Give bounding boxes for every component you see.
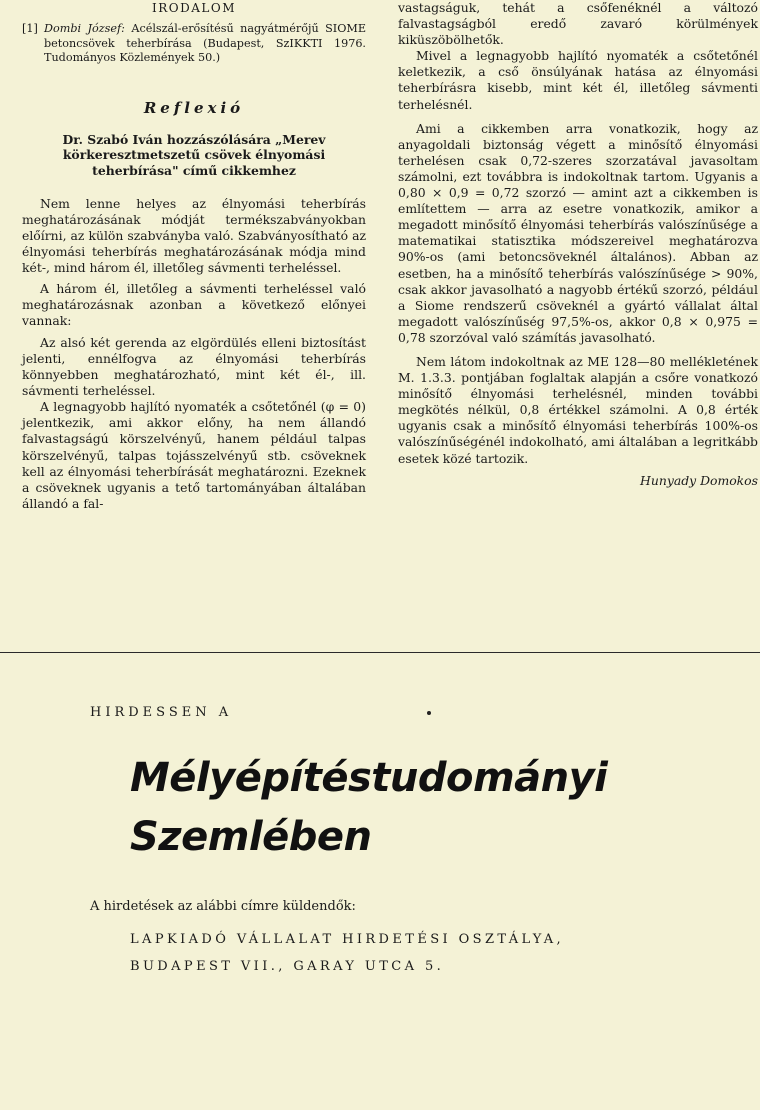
section-title: Reflexió (143, 98, 245, 117)
reference-item (22, 22, 366, 66)
paragraph: A legnagyobb hajlító nyomaték a csőtetőnél (φ = 0) jelentkezik, ami akkor előny, ha nem állandó falvastagságú körszelvényű, hanem például talpas körszelvényű, talpas tojásszelvényű stb. csöveknek kell az élnyomási teherbírását meghatározni. Ezeknek a csöveknek ugyanis a tető tartományában általában állandó a fal- (22, 399, 366, 511)
ad-address-intro: A hirdetések az alábbi címre küldendők: (90, 899, 356, 914)
reference-author: Dombi József: (44, 22, 125, 35)
advertisement-box (0, 652, 760, 1110)
paragraph: Nem látom indokoltnak az ME 128—80 mellékletének M. 1.3.3. pontjában foglaltak alapján a csőre vonatkozó minősítő élnyomási terhelésnél, minden további megkötés nélkül, 0,8 értékkel számolni. A 0,8 érték ugyanis csak a minősítő élnyomási teherbírás 100%-os valószínűségénél indokolható, ami általában a legritkább esetek közé tartozik. (398, 353, 758, 466)
paragraph: Nem lenne helyes az élnyomási teherbírás meghatározásának módját termékszabványokban előírni, az külön szabványba való. Szabványosítható az élnyomási teherbírás meghatározásának módja mind két-, mind három él, illetőleg sávmenti terheléssel. (22, 196, 366, 276)
ad-title-line2: Szemlében (130, 814, 372, 860)
paragraph: vastagságuk, tehát a csőfenéknél a változó falvastagságból eredő zavaró körülmények kiküszöbölhetők. (398, 0, 758, 48)
references-heading: IRODALOM (152, 1, 236, 15)
article-title: Dr. Szabó Iván hozzászólására „Merev körkeresztmetszetű csövek élnyomási teherbírása" című cikkemhez (62, 131, 326, 178)
ad-lead: HIRDESSEN A (90, 705, 233, 720)
reference-text (44, 22, 366, 66)
paragraph: Az alsó két gerenda az elgördülés elleni biztosítást jelenti, ennélfogva az élnyomási teherbírás könnyebben meghatározható, mint két él-, ill. sávmenti terheléssel. (22, 334, 366, 399)
paragraph: Ami a cikkemben arra vonatkozik, hogy az anyagoldali biztonság végett a minősítő élnyomási terhelésen csak 0,72-szeres szorzatával javasoltam számolni, ezt továbbra is indokoltnak tartom. Ugyanis a 0,80 × 0,9 = 0,72 szorzó — amint azt a cikkemben is említettem — arra az esetre vonatkozik, amikor a megadott minősítő élnyomási teherbírás valószínűsége a matematikai statisztika módszereivel meghatározva 90%-os (ami betoncsöveknél általános). Abban az esetben, ha a minősítő teherbírás valószínűsége > 90%, csak akkor javasolható a nagyobb értékű szorzó, például a Siome rendszerű csöveknél a gyártó vállalat által megadott valószínűség 97,5%-os, akkor 0,8 × 0,975 = 0,78 szorzóval való számítás javasolható. (398, 120, 758, 345)
left-column (22, 0, 366, 512)
ad-address-line: BUDAPEST VII., GARAY UTCA 5. (130, 959, 445, 974)
reference-body: Acélszál-erősítésű nagyátmérőjű SIOME betoncsövek teherbírása (Budapest, SzIKKTI 1976. Tudományos Közlemények 50.) (44, 22, 366, 64)
decorative-dot (427, 711, 431, 715)
right-column (398, 0, 758, 489)
ad-title-line1: Mélyépítéstudományi (130, 755, 608, 801)
ad-address-line: LAPKIADÓ VÁLLALAT HIRDETÉSI OSZTÁLYA, (130, 932, 565, 947)
paragraph: A három él, illetőleg a sávmenti terheléssel való meghatározásnak azonban a következő előnyei vannak: (22, 280, 366, 328)
paragraph: Mivel a legnagyobb hajlító nyomaték a csőtetőnél keletkezik, a cső önsúlyának hatása az élnyomási teherbírásra kisebb, mint két él, illetőleg sávmenti terhelésnél. (398, 48, 758, 112)
author-signature: Hunyady Domokos (640, 472, 758, 488)
reference-number: [1] (22, 22, 38, 35)
